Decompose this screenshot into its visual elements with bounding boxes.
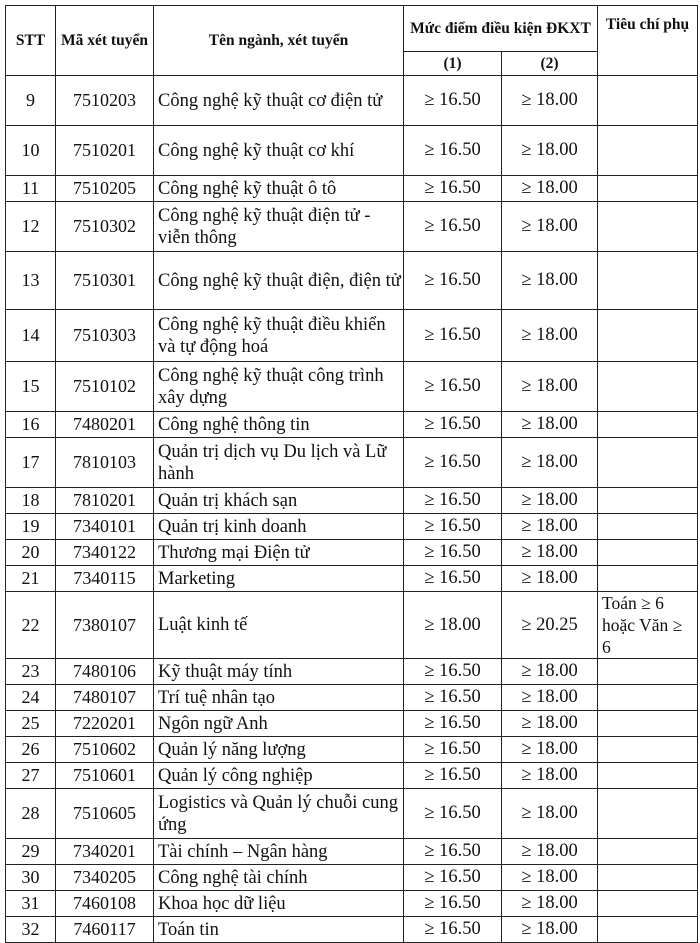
row-code: 7460117 [56, 917, 154, 943]
row-score-2: ≥ 18.00 [502, 891, 598, 917]
row-name: Công nghệ kỹ thuật cơ khí [154, 126, 404, 176]
row-code: 7510605 [56, 789, 154, 839]
row-stt: 21 [6, 566, 56, 592]
admission-score-table [5, 5, 698, 943]
row-stt: 11 [6, 176, 56, 202]
row-score-2: ≥ 18.00 [502, 126, 598, 176]
row-stt: 24 [6, 685, 56, 711]
row-criteria [598, 685, 698, 711]
row-code: 7340122 [56, 540, 154, 566]
row-code: 7510303 [56, 310, 154, 362]
table-row [6, 362, 698, 412]
row-name: Công nghệ kỹ thuật điện tử - viễn thông [154, 202, 404, 252]
table-row [6, 737, 698, 763]
row-name: Kỹ thuật máy tính [154, 659, 404, 685]
row-stt: 32 [6, 917, 56, 943]
table-row [6, 839, 698, 865]
row-criteria [598, 252, 698, 310]
row-score-2: ≥ 18.00 [502, 839, 598, 865]
table-row [6, 202, 698, 252]
table-header [6, 6, 698, 76]
row-name: Ngôn ngữ Anh [154, 711, 404, 737]
row-name: Công nghệ kỹ thuật điều khiển và tự động hoá [154, 310, 404, 362]
row-score-2: ≥ 18.00 [502, 310, 598, 362]
table-row [6, 685, 698, 711]
row-stt: 17 [6, 438, 56, 488]
row-score-1: ≥ 16.50 [404, 891, 502, 917]
row-score-2: ≥ 18.00 [502, 176, 598, 202]
header-stt: STT [6, 6, 56, 76]
row-code: 7380107 [56, 592, 154, 659]
row-score-2: ≥ 18.00 [502, 789, 598, 839]
row-name: Trí tuệ nhân tạo [154, 685, 404, 711]
table-row [6, 488, 698, 514]
row-score-2: ≥ 20.25 [502, 592, 598, 659]
row-name: Tài chính – Ngân hàng [154, 839, 404, 865]
row-score-1: ≥ 16.50 [404, 310, 502, 362]
row-criteria [598, 865, 698, 891]
row-criteria [598, 659, 698, 685]
row-stt: 27 [6, 763, 56, 789]
row-stt: 10 [6, 126, 56, 176]
row-criteria: Toán ≥ 6 hoặc Văn ≥ 6 [598, 592, 698, 659]
row-stt: 20 [6, 540, 56, 566]
row-criteria [598, 711, 698, 737]
table-row [6, 310, 698, 362]
table-row [6, 592, 698, 659]
row-stt: 29 [6, 839, 56, 865]
row-score-2: ≥ 18.00 [502, 76, 598, 126]
row-stt: 25 [6, 711, 56, 737]
row-code: 7510102 [56, 362, 154, 412]
header-score-group: Mức điểm điều kiện ĐKXT [404, 6, 598, 52]
row-stt: 9 [6, 76, 56, 126]
table-row [6, 711, 698, 737]
row-code: 7460108 [56, 891, 154, 917]
row-score-2: ≥ 18.00 [502, 711, 598, 737]
row-stt: 19 [6, 514, 56, 540]
row-code: 7340101 [56, 514, 154, 540]
row-score-1: ≥ 18.00 [404, 592, 502, 659]
row-score-1: ≥ 16.50 [404, 252, 502, 310]
row-score-2: ≥ 18.00 [502, 362, 598, 412]
table-row [6, 540, 698, 566]
row-code: 7480106 [56, 659, 154, 685]
row-score-1: ≥ 16.50 [404, 176, 502, 202]
table-row [6, 763, 698, 789]
row-code: 7510205 [56, 176, 154, 202]
row-stt: 18 [6, 488, 56, 514]
row-code: 7510302 [56, 202, 154, 252]
row-criteria [598, 514, 698, 540]
row-code: 7510601 [56, 763, 154, 789]
row-code: 7810103 [56, 438, 154, 488]
row-score-1: ≥ 16.50 [404, 126, 502, 176]
row-name: Quản lý năng lượng [154, 737, 404, 763]
table-row [6, 412, 698, 438]
row-stt: 14 [6, 310, 56, 362]
row-score-1: ≥ 16.50 [404, 76, 502, 126]
row-score-2: ≥ 18.00 [502, 252, 598, 310]
row-score-1: ≥ 16.50 [404, 917, 502, 943]
row-score-2: ≥ 18.00 [502, 737, 598, 763]
row-score-1: ≥ 16.50 [404, 202, 502, 252]
row-score-2: ≥ 18.00 [502, 917, 598, 943]
table-row [6, 126, 698, 176]
row-name: Quản lý công nghiệp [154, 763, 404, 789]
row-code: 7510602 [56, 737, 154, 763]
row-stt: 12 [6, 202, 56, 252]
header-col2: (2) [502, 52, 598, 76]
row-score-2: ≥ 18.00 [502, 685, 598, 711]
row-code: 7510201 [56, 126, 154, 176]
table-row [6, 176, 698, 202]
row-stt: 26 [6, 737, 56, 763]
row-name: Toán tin [154, 917, 404, 943]
row-criteria [598, 763, 698, 789]
header-name: Tên ngành, xét tuyển [154, 6, 404, 76]
row-score-1: ≥ 16.50 [404, 540, 502, 566]
row-criteria [598, 126, 698, 176]
row-score-2: ≥ 18.00 [502, 438, 598, 488]
table-row [6, 252, 698, 310]
row-name: Quản trị kinh doanh [154, 514, 404, 540]
row-code: 7480201 [56, 412, 154, 438]
header-col1: (1) [404, 52, 502, 76]
table-row [6, 865, 698, 891]
row-stt: 22 [6, 592, 56, 659]
row-score-2: ≥ 18.00 [502, 540, 598, 566]
row-name: Công nghệ kỹ thuật điện, điện tử [154, 252, 404, 310]
table-row [6, 659, 698, 685]
row-criteria [598, 202, 698, 252]
row-score-2: ≥ 18.00 [502, 659, 598, 685]
header-criteria: Tiêu chí phụ [598, 6, 698, 76]
row-criteria [598, 362, 698, 412]
table-row [6, 917, 698, 943]
row-stt: 31 [6, 891, 56, 917]
row-name: Marketing [154, 566, 404, 592]
row-criteria [598, 488, 698, 514]
row-score-1: ≥ 16.50 [404, 839, 502, 865]
row-score-1: ≥ 16.50 [404, 438, 502, 488]
row-score-1: ≥ 16.50 [404, 865, 502, 891]
row-code: 7340205 [56, 865, 154, 891]
row-criteria [598, 737, 698, 763]
table-body [6, 76, 698, 943]
row-criteria [598, 891, 698, 917]
row-stt: 30 [6, 865, 56, 891]
row-stt: 15 [6, 362, 56, 412]
table-row [6, 566, 698, 592]
table-row [6, 514, 698, 540]
row-score-2: ≥ 18.00 [502, 488, 598, 514]
row-score-2: ≥ 18.00 [502, 202, 598, 252]
row-name: Công nghệ tài chính [154, 865, 404, 891]
row-name: Công nghệ thông tin [154, 412, 404, 438]
row-code: 7510203 [56, 76, 154, 126]
row-score-1: ≥ 16.50 [404, 711, 502, 737]
row-name: Công nghệ kỹ thuật cơ điện tử [154, 76, 404, 126]
row-code: 7340115 [56, 566, 154, 592]
row-stt: 16 [6, 412, 56, 438]
row-score-1: ≥ 16.50 [404, 514, 502, 540]
row-criteria [598, 76, 698, 126]
row-name: Quản trị khách sạn [154, 488, 404, 514]
row-code: 7340201 [56, 839, 154, 865]
row-score-1: ≥ 16.50 [404, 488, 502, 514]
row-stt: 23 [6, 659, 56, 685]
row-criteria [598, 917, 698, 943]
row-score-2: ≥ 18.00 [502, 412, 598, 438]
table-row [6, 438, 698, 488]
row-criteria [598, 310, 698, 362]
row-score-1: ≥ 16.50 [404, 763, 502, 789]
table-row [6, 76, 698, 126]
row-score-1: ≥ 16.50 [404, 685, 502, 711]
row-stt: 28 [6, 789, 56, 839]
row-code: 7480107 [56, 685, 154, 711]
row-criteria [598, 789, 698, 839]
table-row [6, 789, 698, 839]
row-score-2: ≥ 18.00 [502, 865, 598, 891]
row-criteria [598, 412, 698, 438]
row-code: 7810201 [56, 488, 154, 514]
row-criteria [598, 176, 698, 202]
row-code: 7510301 [56, 252, 154, 310]
row-name: Công nghệ kỹ thuật ô tô [154, 176, 404, 202]
row-score-2: ≥ 18.00 [502, 514, 598, 540]
row-score-1: ≥ 16.50 [404, 659, 502, 685]
row-criteria [598, 438, 698, 488]
row-score-1: ≥ 16.50 [404, 737, 502, 763]
row-criteria [598, 839, 698, 865]
row-name: Quản trị dịch vụ Du lịch và Lữ hành [154, 438, 404, 488]
header-code: Mã xét tuyển [56, 6, 154, 76]
row-name: Công nghệ kỹ thuật công trình xây dựng [154, 362, 404, 412]
row-name: Luật kinh tế [154, 592, 404, 659]
row-score-1: ≥ 16.50 [404, 789, 502, 839]
row-score-2: ≥ 18.00 [502, 566, 598, 592]
row-score-1: ≥ 16.50 [404, 412, 502, 438]
row-score-1: ≥ 16.50 [404, 362, 502, 412]
row-score-2: ≥ 18.00 [502, 763, 598, 789]
row-stt: 13 [6, 252, 56, 310]
row-criteria [598, 540, 698, 566]
row-name: Khoa học dữ liệu [154, 891, 404, 917]
row-name: Logistics và Quản lý chuỗi cung ứng [154, 789, 404, 839]
row-criteria [598, 566, 698, 592]
row-name: Thương mại Điện tử [154, 540, 404, 566]
row-score-1: ≥ 16.50 [404, 566, 502, 592]
table-row [6, 891, 698, 917]
row-code: 7220201 [56, 711, 154, 737]
